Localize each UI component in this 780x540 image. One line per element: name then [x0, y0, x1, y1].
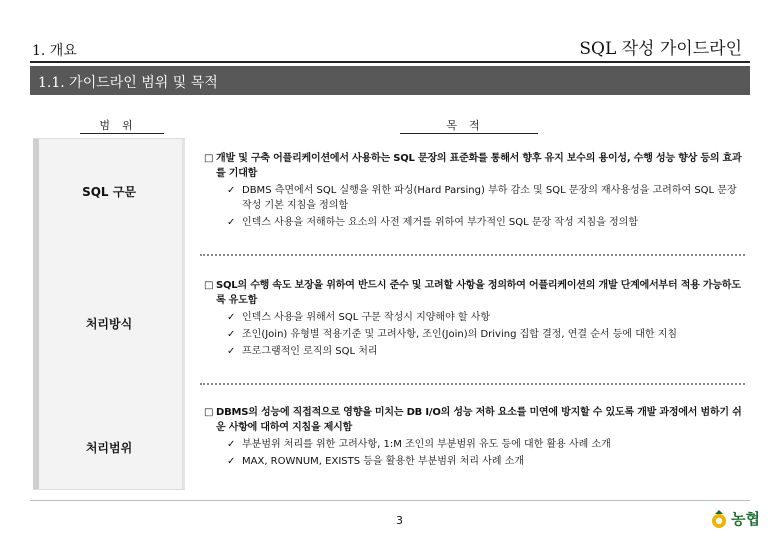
- sub-point-text: 인덱스 사용을 저해하는 요소의 사전 제거를 위하여 부가적인 SQL 문장 작성 지침을 정의함: [242, 217, 639, 228]
- check-icon: ✓: [227, 217, 236, 228]
- main-point: [204, 278, 744, 308]
- nonghyup-logo-icon: [710, 509, 728, 529]
- logo-text: 농협: [731, 510, 760, 528]
- row-separator: [200, 254, 745, 256]
- check-icon: ✓: [227, 439, 236, 450]
- checkbox-bullet-icon: □: [204, 280, 214, 291]
- column-header-purpose: 목적: [446, 119, 492, 132]
- sub-point-text: DBMS 측면에서 SQL 실행을 위한 파싱(Hard Parsing) 부하 감소 및 SQL 문장의 재사용성을 고려하여 SQL 문장 작성 기본 지침을 정의함: [242, 185, 737, 211]
- section-number: 1. 개요: [32, 43, 77, 59]
- row-separator: [200, 383, 745, 385]
- purpose-block-sql-syntax: [204, 151, 744, 230]
- category-column: [33, 138, 185, 490]
- main-point-text: DBMS의 성능에 직접적으로 영향을 미치는 DB I/O의 성능 저하 요소를 미연에 방지할 수 있도록 개발 과정에서 범하기 쉬운 사항에 대하여 지침을 제시함: [216, 407, 742, 433]
- page-number: 3: [396, 514, 403, 527]
- nonghyup-logo: [710, 508, 760, 529]
- sub-point: [227, 310, 744, 325]
- check-icon: ✓: [227, 346, 236, 357]
- footer-rule: [30, 500, 750, 501]
- check-icon: ✓: [227, 312, 236, 323]
- header-rule: [30, 61, 750, 63]
- checkbox-bullet-icon: □: [204, 153, 214, 164]
- check-icon: ✓: [227, 456, 236, 467]
- main-point: [204, 151, 744, 181]
- column-header-scope: 범위: [99, 119, 145, 132]
- sub-point-text: MAX, ROWNUM, EXISTS 등을 활용한 부분범위 처리 사례 소개: [242, 456, 525, 467]
- purpose-block-processing-range: [204, 405, 744, 469]
- check-icon: ✓: [227, 329, 236, 340]
- sub-point-text: 인덱스 사용을 위해서 SQL 구문 작성시 지양해야 할 사항: [242, 312, 491, 323]
- main-point-text: 개발 및 구축 어플리케이션에서 사용하는 SQL 문장의 표준화를 통해서 향후 유지 보수의 용이성, 수행 성능 향상 등의 효과를 기대함: [216, 153, 742, 179]
- section-band: [30, 66, 750, 95]
- sub-point: [227, 183, 744, 213]
- sub-point: [227, 437, 744, 452]
- sub-point: [227, 215, 744, 230]
- column-header-scope-underline: [80, 133, 164, 134]
- sub-point: [227, 344, 744, 359]
- sub-point-text: 프로그램적인 로직의 SQL 처리: [242, 346, 378, 357]
- section-band-title: 1.1. 가이드라인 범위 및 목적: [38, 75, 218, 91]
- sub-point-text: 부분범위 처리를 위한 고려사항, 1:M 조인의 부분범위 유도 등에 대한 활용 사례 소개: [242, 439, 611, 450]
- check-icon: ✓: [227, 185, 236, 196]
- sub-point: [227, 327, 744, 342]
- category-processing-method: 처리방식: [85, 317, 133, 331]
- category-sql-syntax: SQL 구문: [82, 185, 136, 199]
- doc-title: SQL 작성 가이드라인: [579, 39, 742, 59]
- purpose-block-processing-method: [204, 278, 744, 359]
- main-point: [204, 405, 744, 435]
- sub-point: [227, 454, 744, 469]
- checkbox-bullet-icon: □: [204, 407, 214, 418]
- main-point-text: SQL의 수행 속도 보장을 위하여 반드시 준수 및 고려할 사항을 정의하여 어플리케이션의 개발 단계에서부터 적용 가능하도록 유도함: [216, 280, 741, 306]
- category-processing-range: 처리범위: [85, 441, 133, 455]
- sub-point-text: 조인(Join) 유형별 적용기준 및 고려사항, 조인(Join)의 Driving 집합 결정, 연결 순서 등에 대한 지침: [242, 329, 678, 340]
- column-header-purpose-underline: [400, 133, 538, 134]
